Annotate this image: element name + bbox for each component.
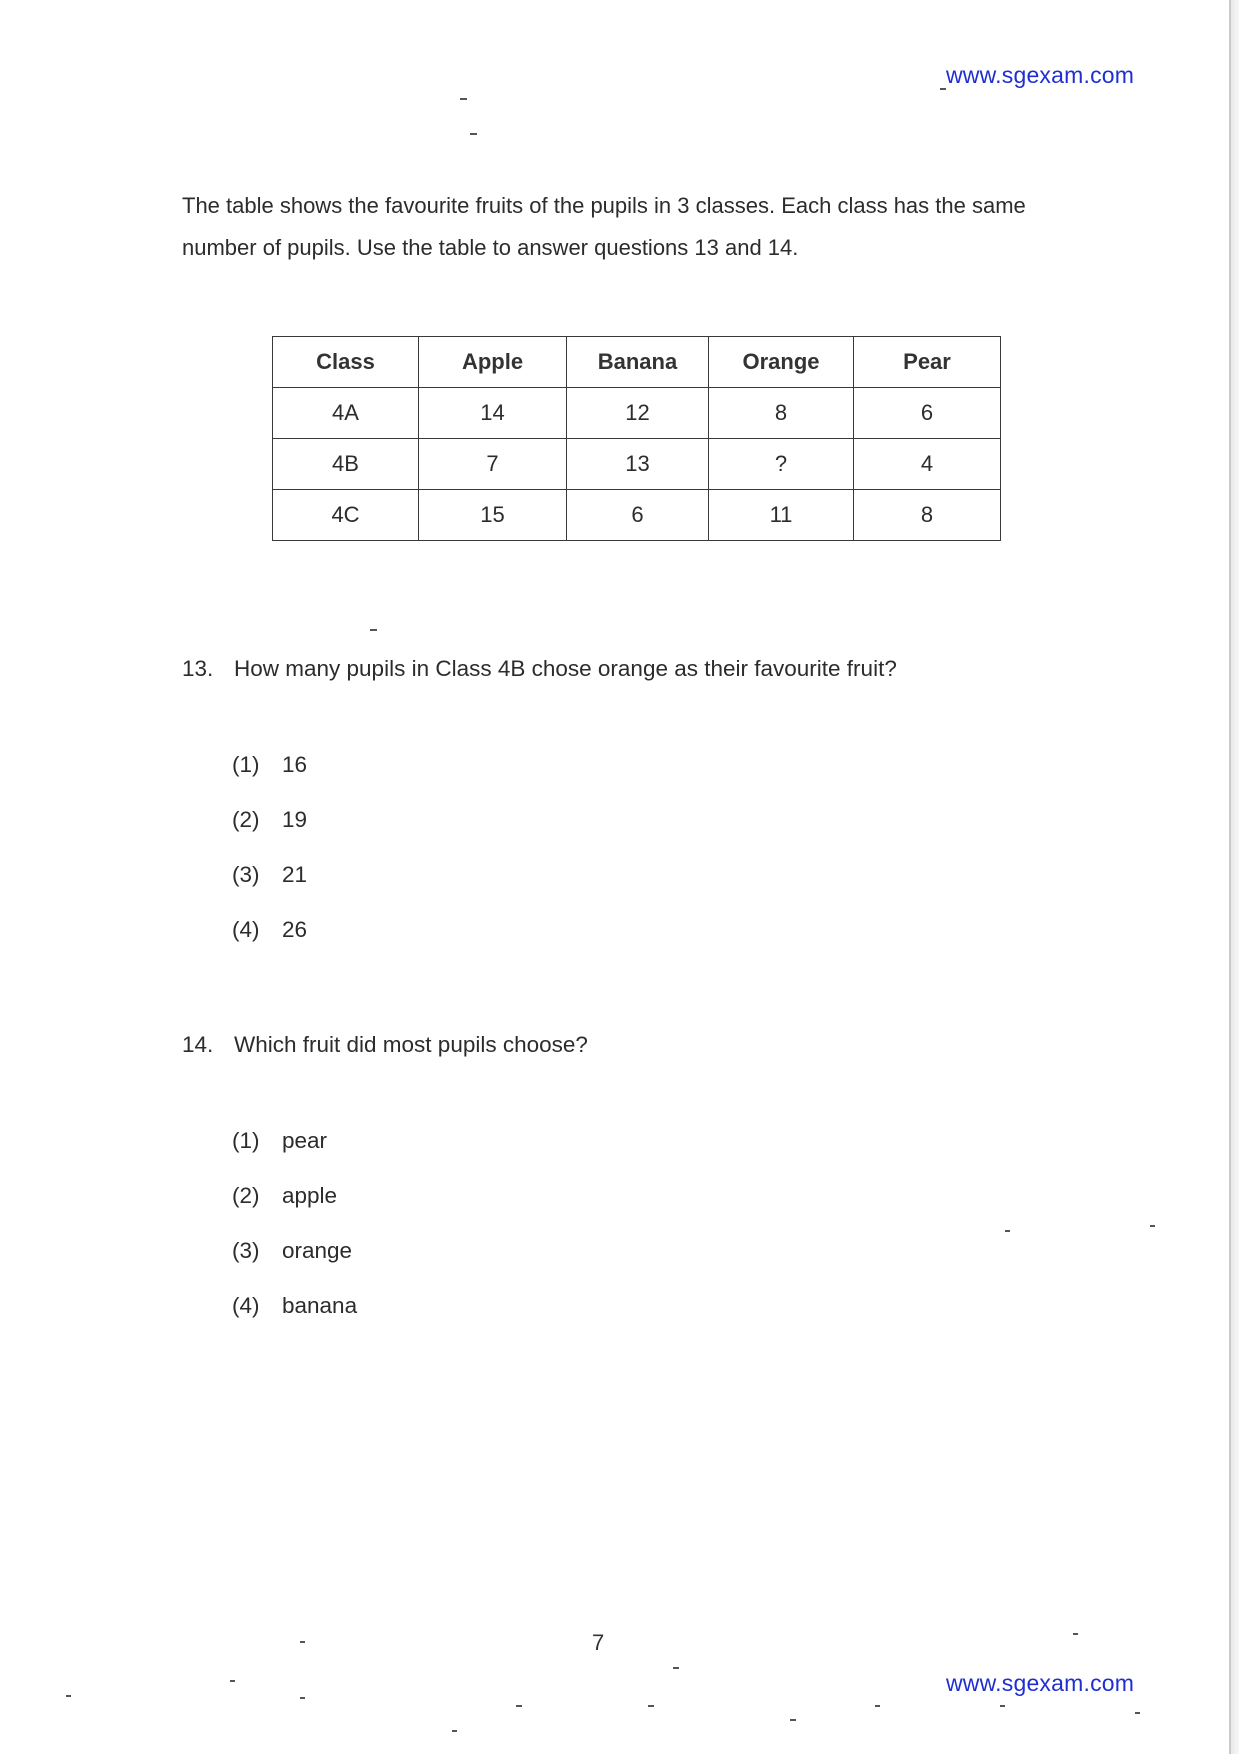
scan-speck [940, 88, 946, 90]
table-header-cell: Orange [709, 337, 854, 388]
table-row [273, 490, 1001, 541]
scan-speck [516, 1705, 522, 1707]
option-label: (1) [232, 1128, 260, 1153]
table-row [273, 439, 1001, 490]
table-cell: 15 [419, 490, 567, 541]
table-header-cell: Class [273, 337, 419, 388]
answer-option[interactable] [232, 1183, 357, 1238]
table-cell: 6 [854, 388, 1001, 439]
table-cell: 7 [419, 439, 567, 490]
table-cell: 12 [567, 388, 709, 439]
question-14 [182, 1032, 588, 1058]
table-cell: 8 [709, 388, 854, 439]
answer-option[interactable] [232, 1128, 357, 1183]
intro-paragraph: The table shows the favourite fruits of the pupils in 3 classes. Each class has the same number of pupils. Use the table to answer questions 13 and 14. [182, 193, 1026, 260]
answer-option[interactable] [232, 1293, 357, 1348]
option-text: 26 [282, 917, 308, 942]
fruit-table [272, 336, 1001, 541]
table-cell: 13 [567, 439, 709, 490]
answer-option[interactable] [232, 917, 307, 972]
question-number: 13. [182, 656, 214, 681]
option-label: (3) [232, 862, 260, 887]
option-text: 19 [282, 807, 308, 832]
answer-option[interactable] [232, 752, 307, 807]
option-text: banana [282, 1293, 358, 1318]
table-cell: ? [709, 439, 854, 490]
question-13-options [232, 752, 307, 972]
scan-speck [1135, 1712, 1140, 1714]
option-label: (3) [232, 1238, 260, 1263]
option-label: (4) [232, 917, 260, 942]
scan-speck [1000, 1705, 1005, 1707]
scan-speck [1073, 1633, 1078, 1635]
answer-option[interactable] [232, 862, 307, 917]
header-site-link[interactable]: www.sgexam.com [946, 62, 1135, 88]
question-13 [182, 656, 897, 682]
option-label: (4) [232, 1293, 260, 1318]
scan-speck [452, 1730, 457, 1732]
table-cell: 4B [273, 439, 419, 490]
scan-speck [790, 1719, 796, 1721]
table-cell: 4C [273, 490, 419, 541]
question-14-options [232, 1128, 357, 1348]
page-number: 7 [592, 1630, 605, 1655]
table-row [273, 388, 1001, 439]
option-label: (2) [232, 807, 260, 832]
scan-speck [648, 1705, 654, 1707]
table-cell: 6 [567, 490, 709, 541]
option-label: (2) [232, 1183, 260, 1208]
scan-speck [460, 98, 467, 100]
scan-speck [1150, 1225, 1155, 1227]
scan-speck [875, 1705, 880, 1707]
option-label: (1) [232, 752, 260, 777]
page-edge-line [1229, 0, 1231, 1754]
scan-speck [300, 1697, 305, 1699]
scan-speck [470, 133, 477, 135]
table-cell: 14 [419, 388, 567, 439]
table-header-row [273, 337, 1001, 388]
footer-site-link[interactable]: www.sgexam.com [946, 1670, 1135, 1696]
table-header-cell: Apple [419, 337, 567, 388]
scan-speck [370, 629, 377, 631]
table-cell: 8 [854, 490, 1001, 541]
table-cell: 4A [273, 388, 419, 439]
option-text: pear [282, 1128, 328, 1153]
option-text: apple [282, 1183, 338, 1208]
question-number: 14. [182, 1032, 214, 1057]
option-text: 16 [282, 752, 308, 777]
question-text: How many pupils in Class 4B chose orange as their favourite fruit? [234, 656, 897, 681]
option-text: 21 [282, 862, 308, 887]
question-text: Which fruit did most pupils choose? [234, 1032, 588, 1057]
table-cell: 11 [709, 490, 854, 541]
table-header-cell: Pear [854, 337, 1001, 388]
table-header-cell: Banana [567, 337, 709, 388]
table-cell: 4 [854, 439, 1001, 490]
option-text: orange [282, 1238, 353, 1263]
page-edge-shadow [1231, 0, 1239, 1754]
scan-speck [673, 1667, 679, 1669]
scan-speck [300, 1641, 305, 1643]
answer-option[interactable] [232, 1238, 357, 1293]
scan-speck [1005, 1230, 1010, 1232]
answer-option[interactable] [232, 807, 307, 862]
scan-speck [66, 1695, 71, 1697]
scan-speck [230, 1680, 235, 1682]
